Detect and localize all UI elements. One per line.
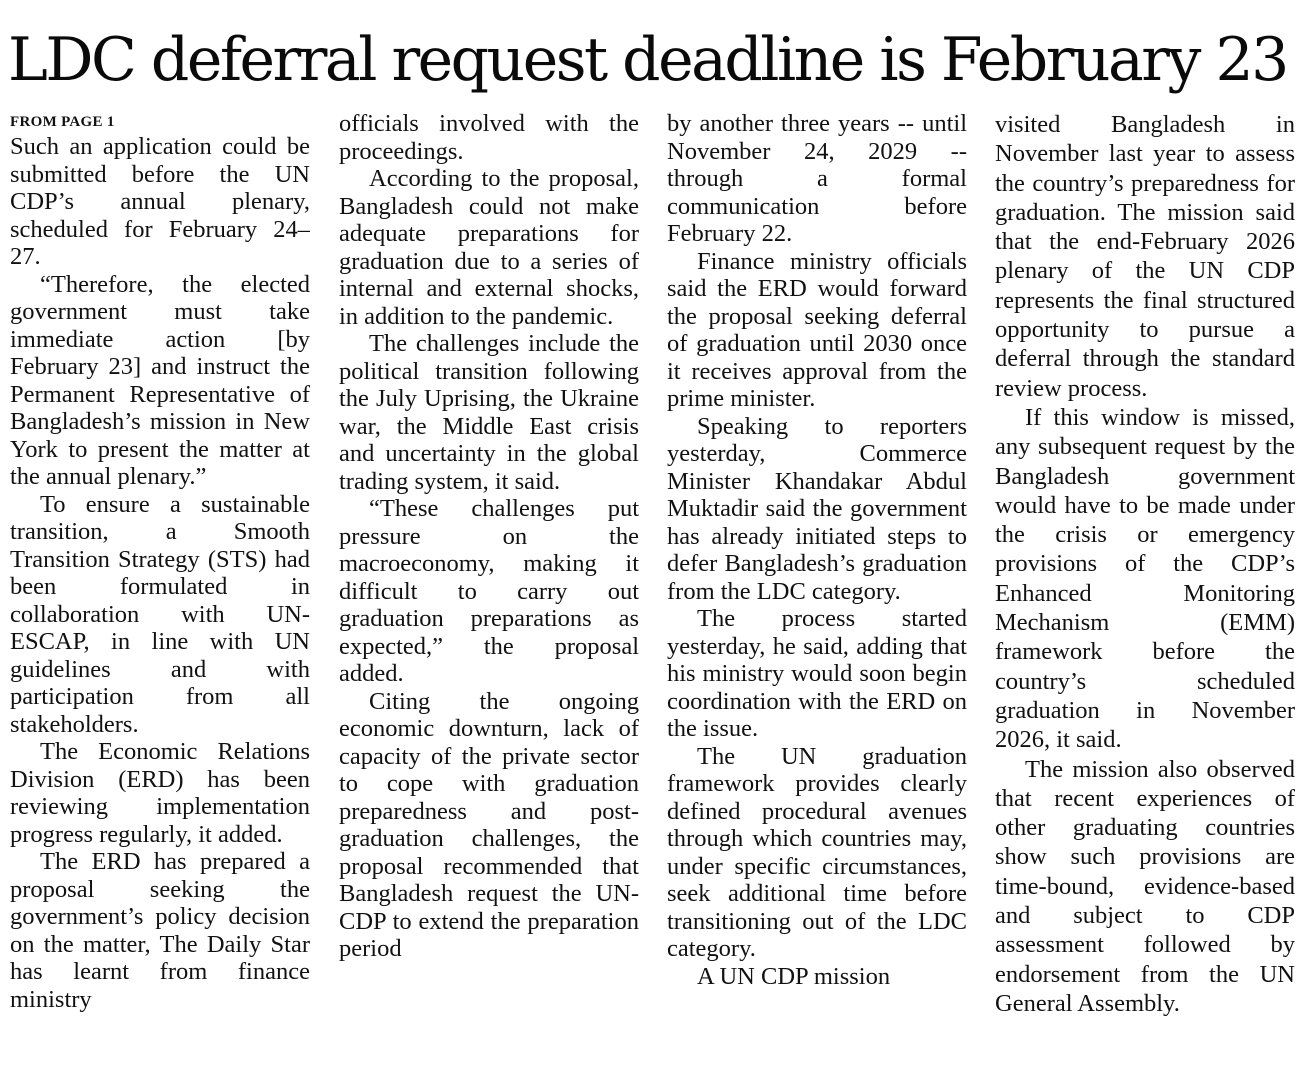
- paragraph: Finance ministry officials said the ERD would forward the proposal seeking deferral of graduation until 2030 once it receives approval from the prime minister.: [667, 247, 967, 412]
- paragraph: The mission also observed that recent experiences of other graduating countries show such provisions are time-bound, evidence-based and subject to CDP assessment followed by endorsement from the UN General Assembly.: [995, 755, 1295, 1017]
- paragraph: visited Bangladesh in November last year to assess the country’s preparedness for graduation. The mission said that the end-February 2026 plenary of the UN CDP represents the final structured opportunity to pursue a deferral through the standard review process.: [995, 111, 1295, 402]
- article-column-3: [667, 110, 967, 1080]
- paragraph: The process started yesterday, he said, adding that his ministry would soon begin coordination with the ERD on the issue.: [667, 605, 967, 742]
- paragraph: by another three years -- until November 24, 2029 -- through a formal communication before February 22.: [667, 110, 967, 247]
- paragraph: Speaking to reporters yesterday, Commerce Minister Khandakar Abdul Muktadir said the government has already initiated steps to defer Bangladesh’s graduation from the LDC category.: [667, 412, 967, 605]
- paragraph: If this window is missed, any subsequent request by the Bangladesh government would have to be made under the crisis or emergency provisions of the CDP’s Enhanced Monitoring Mechanism (EMM) framework before the country’s scheduled graduation in November 2026, it said.: [995, 403, 1295, 754]
- paragraph: According to the proposal, Bangladesh could not make adequate preparations for graduation due to a series of internal and external shocks, in addition to the pandemic.: [339, 165, 639, 330]
- article-column-1: [10, 110, 310, 1080]
- paragraph: “Therefore, the elected government must take immediate action [by February 23] and instruct the Permanent Representative of Bangladesh’s mission in New York to present the matter at the annual plenary.”: [10, 270, 310, 490]
- paragraph: The challenges include the political transition following the July Uprising, the Ukraine war, the Middle East crisis and uncertainty in the global trading system, it said.: [339, 330, 639, 495]
- headline: LDC deferral request deadline is February 23: [8, 25, 1287, 95]
- continuation-kicker: FROM PAGE 1: [10, 114, 115, 130]
- paragraph: Such an application could be submitted before the UN CDP’s annual plenary, scheduled for February 24–27.: [10, 133, 310, 270]
- paragraph: The ERD has prepared a proposal seeking the government’s policy decision on the matter, The Daily Star has learnt from finance ministry: [10, 848, 310, 1013]
- article-column-4: [995, 110, 1295, 1080]
- paragraph: The Economic Relations Division (ERD) has been reviewing implementation progress regularly, it added.: [10, 738, 310, 848]
- paragraph: A UN CDP mission: [697, 962, 891, 990]
- paragraph: Citing the ongoing economic downturn, lack of capacity of the private sector to cope with graduation preparedness and post-graduation challenges, the proposal recommended that Bangladesh request the UN-CDP to extend the preparation period: [339, 687, 639, 962]
- article-column-2: [339, 110, 639, 1080]
- paragraph: To ensure a sustainable transition, a Smooth Transition Strategy (STS) had been formulated in collaboration with UN-ESCAP, in line with UN guidelines and with participation from all stakeholders.: [10, 490, 310, 738]
- paragraph: “These challenges put pressure on the macroeconomy, making it difficult to carry out graduation preparations as expected,” the proposal added.: [339, 495, 639, 687]
- article-body: [10, 110, 1296, 1080]
- paragraph: officials involved with the proceedings.: [339, 110, 639, 165]
- paragraph: The UN graduation framework provides clearly defined procedural avenues through which countries may, under specific circumstances, seek additional time before transitioning out of the LDC category.: [667, 742, 967, 962]
